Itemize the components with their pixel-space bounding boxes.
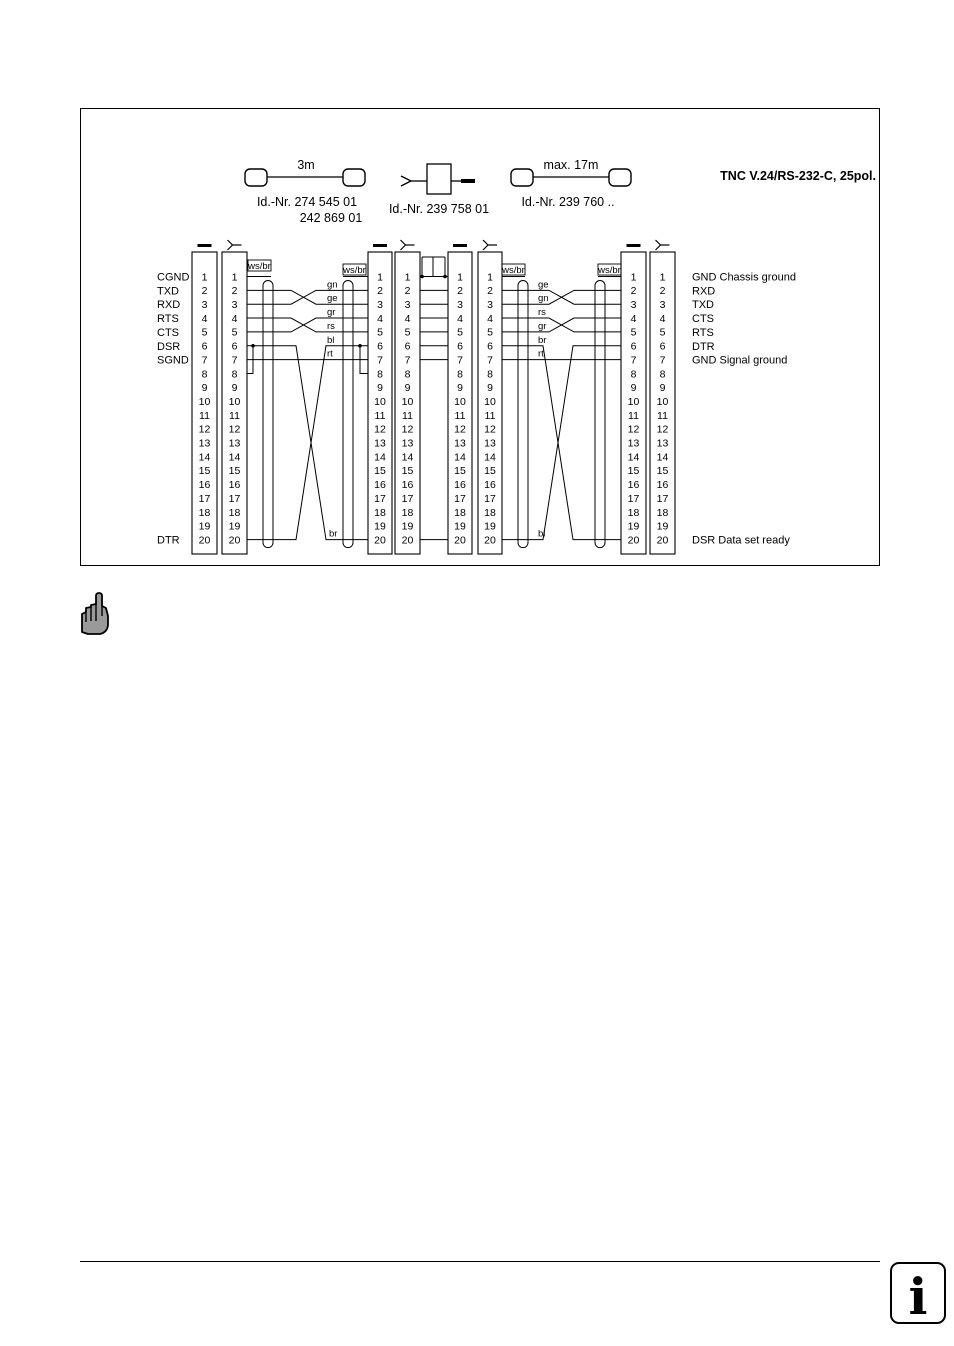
cable-1-wire-label: ge: [327, 293, 338, 305]
left-signal-label: DSR: [157, 340, 181, 353]
pin-number: 16: [228, 479, 241, 492]
cable-1-shield-left: [263, 281, 273, 548]
cable-3-wire-label: ge: [538, 279, 549, 291]
pin-number: 1: [659, 271, 666, 284]
pin-number: 7: [457, 354, 463, 367]
pin-number: 5: [659, 326, 666, 339]
cable-3-plug-left: [511, 169, 533, 186]
adapter-plug-symbol: [461, 179, 475, 183]
pin-number: 17: [656, 492, 669, 505]
pin-number: 3: [487, 299, 493, 311]
pin-number: 14: [656, 451, 669, 464]
pin-number: 1: [231, 271, 238, 284]
pin-number: 15: [198, 465, 211, 478]
pin-number: 2: [630, 285, 637, 298]
pin-number: 2: [659, 285, 666, 298]
pin-number: 6: [630, 340, 637, 353]
plug-symbol: [373, 244, 387, 247]
pin-number: 19: [454, 520, 466, 533]
pin-number: 11: [374, 409, 386, 422]
pin-number: 16: [198, 479, 211, 492]
pin-number: 4: [659, 312, 666, 325]
pin-number: 10: [627, 395, 640, 408]
plug-symbol: [198, 244, 212, 247]
pin-number: 15: [627, 465, 640, 478]
pin-number: 7: [630, 354, 637, 367]
socket-symbol: [483, 240, 488, 250]
pin-number: 18: [656, 506, 669, 519]
pin-number: 10: [454, 395, 466, 408]
pin-number: 2: [404, 285, 411, 298]
pin-number: 4: [201, 312, 208, 325]
pin-number: 15: [484, 465, 496, 478]
pin-number: 19: [401, 520, 414, 533]
pin-number: 11: [628, 409, 639, 422]
right-signal-label: TXD: [692, 299, 714, 312]
adapter-body: [427, 164, 451, 194]
pin-number: 5: [404, 326, 411, 339]
pin-number: 9: [231, 382, 238, 395]
pin-number: 7: [487, 354, 493, 367]
plug-symbol: [627, 244, 641, 247]
cable-1-id: Id.-Nr. 274 545 01: [256, 195, 358, 209]
cable-1-length: 3m: [297, 158, 315, 172]
left-signal-label: TXD: [157, 285, 179, 298]
pin-number: 5: [231, 326, 238, 339]
pin-number: 15: [454, 465, 466, 478]
cable-1-wire-label: br: [329, 528, 338, 540]
pin-number: 15: [228, 465, 241, 478]
pin-number: 1: [404, 271, 411, 284]
pin-number: 1: [457, 271, 463, 284]
cable-3-wire-label: gr: [538, 320, 547, 332]
pin-number: 9: [457, 382, 463, 395]
right-signal-label: RXD: [692, 285, 716, 298]
pin-number: 6: [487, 340, 493, 353]
pin-number: 15: [656, 465, 669, 478]
pin-number: 5: [630, 326, 637, 339]
pin-number: 11: [484, 409, 496, 422]
pin-number: 11: [199, 409, 210, 422]
pin-number: 15: [401, 465, 414, 478]
pin-number: 13: [627, 437, 640, 450]
cable-3-wire-label: br: [538, 334, 547, 346]
pin-number: 2: [487, 285, 493, 298]
pin-number: 16: [656, 479, 669, 492]
pin-number: 11: [657, 409, 668, 422]
pin-number: 14: [401, 451, 414, 464]
pin-number: 8: [457, 368, 463, 381]
pin-number: 7: [404, 354, 411, 367]
cable-3-wire-label: gn: [538, 293, 549, 305]
pin-number: 9: [630, 382, 637, 395]
pin-number: 11: [402, 409, 413, 422]
pin-number: 3: [457, 299, 463, 311]
cable-1-wire-rs: [247, 318, 368, 332]
footer-rule: [80, 1261, 880, 1262]
pin-number: 9: [404, 382, 411, 395]
pin-number: 11: [229, 409, 240, 422]
cable-3-shield-left: [518, 281, 528, 548]
adapter-socket-symbol: [401, 176, 411, 186]
pin-number: 17: [484, 492, 496, 505]
left-signal-label: CGND: [157, 271, 190, 284]
info-glyph: i: [908, 1267, 928, 1322]
pin-number: 11: [454, 409, 466, 422]
pin-number: 5: [201, 326, 208, 339]
pin-number: 14: [228, 451, 241, 464]
pin-number: 3: [201, 299, 208, 311]
pin-number: 10: [374, 395, 386, 408]
cable-1-wire-label: bl: [327, 334, 335, 346]
right-signal-label: CTS: [692, 313, 714, 326]
pin-number: 13: [374, 437, 386, 450]
shield-label: ws/br: [248, 261, 271, 272]
pin-number: 20: [198, 534, 211, 547]
cable-1-wire-label: rt: [327, 348, 333, 360]
cable-3-wire-label: bl: [538, 528, 546, 540]
socket-symbol: [401, 240, 406, 250]
pin-number: 3: [377, 299, 383, 311]
cable-1-wire-gn: [247, 290, 368, 304]
pin-number: 10: [228, 395, 241, 408]
cable-3-length: max. 17m: [543, 158, 599, 172]
cable-1-plug-right: [343, 169, 365, 186]
pin-number: 20: [401, 534, 414, 547]
cable-3-wire-br: [502, 346, 621, 540]
cable-3-wire-gn: [502, 290, 621, 304]
cable-1-wire-br: [247, 346, 368, 540]
info-icon: [892, 1264, 944, 1322]
pin-number: 4: [630, 312, 637, 325]
pin-number: 14: [374, 451, 386, 464]
pin-number: 20: [228, 534, 241, 547]
pin-number: 7: [201, 354, 208, 367]
pin-number: 7: [231, 354, 238, 367]
pin-number: 14: [198, 451, 211, 464]
left-signal-label: RXD: [157, 299, 181, 312]
left-signal-label: DTR: [157, 534, 180, 547]
pin-number: 12: [627, 423, 640, 436]
pin-number: 18: [401, 506, 414, 519]
pin-number: 8: [630, 368, 637, 381]
pin-number: 3: [404, 299, 411, 311]
pin-number: 6: [201, 340, 208, 353]
plug-symbol: [453, 244, 467, 247]
pin-number: 19: [484, 520, 496, 533]
pin-number: 2: [377, 285, 383, 298]
pin-number: 16: [484, 479, 496, 492]
pin-number: 2: [457, 285, 463, 298]
pin-number: 16: [374, 479, 386, 492]
pin-number: 17: [401, 492, 414, 505]
pin-number: 20: [374, 534, 386, 547]
pin-number: 5: [377, 326, 383, 339]
pin-number: 4: [231, 312, 238, 325]
adapter-id: Id.-Nr. 239 758 01: [388, 202, 490, 216]
right-signal-label: RTS: [692, 326, 714, 339]
pin-number: 14: [454, 451, 466, 464]
cable-1-wire-gr: [247, 318, 368, 332]
right-signal-label: DTR: [692, 340, 715, 353]
pin-number: 19: [198, 520, 211, 533]
pin-number: 3: [231, 299, 238, 311]
shield-label: ws/br: [343, 265, 366, 276]
pin-number: 20: [627, 534, 640, 547]
pin-number: 9: [377, 382, 383, 395]
pin-number: 10: [656, 395, 669, 408]
pin-number: 6: [404, 340, 411, 353]
pin-number: 4: [487, 312, 493, 325]
pin-number: 17: [228, 492, 241, 505]
pointing-hand-icon: [78, 592, 112, 636]
pin-number: 17: [374, 492, 386, 505]
cable-3-wire-gr: [502, 318, 621, 332]
pin-number: 4: [377, 312, 383, 325]
cable-1-wire-ge: [247, 290, 368, 304]
cable-1-wire-label: gr: [327, 307, 336, 319]
pin-number: 19: [374, 520, 386, 533]
cable-1-wire-label: rs: [327, 320, 335, 332]
pin-number: 17: [198, 492, 211, 505]
pin-number: 8: [659, 368, 666, 381]
cable-3-wire-bl: [502, 346, 621, 540]
pin-number: 13: [656, 437, 669, 450]
pin-number: 18: [374, 506, 386, 519]
pin-number: 6: [231, 340, 238, 353]
pin-number: 7: [659, 354, 666, 367]
cable-1-shield-right: [343, 281, 353, 548]
pin-number: 18: [228, 506, 241, 519]
pin-number: 1: [487, 271, 493, 284]
left-signal-label: SGND: [157, 354, 189, 367]
cable-3-shield-right: [595, 281, 605, 548]
pin-number: 9: [659, 382, 666, 395]
pin-number: 8: [404, 368, 411, 381]
pin-number: 3: [630, 299, 637, 311]
left-signal-label: RTS: [157, 313, 179, 326]
pin-number: 20: [656, 534, 669, 547]
pin-number: 8: [377, 368, 383, 381]
pin-number: 13: [228, 437, 241, 450]
pin-number: 13: [454, 437, 466, 450]
info-button[interactable]: [890, 1262, 946, 1324]
pin-number: 18: [454, 506, 466, 519]
pin-number: 12: [656, 423, 669, 436]
pin-number: 5: [487, 326, 493, 339]
cable-1-wire-label: gn: [327, 279, 338, 291]
figure-title: TNC V.24/RS-232-C, 25pol.: [720, 169, 876, 183]
wiring-diagram-figure: [80, 108, 880, 566]
left-signal-label: CTS: [157, 326, 179, 339]
pin-number: 6: [457, 340, 463, 353]
pin-number: 12: [228, 423, 241, 436]
pin-number: 18: [484, 506, 496, 519]
pin-number: 19: [627, 520, 640, 533]
pin-number: 19: [228, 520, 241, 533]
pin-number: 6: [659, 340, 666, 353]
cable-1-wire-bl: [247, 346, 368, 540]
pin-number: 7: [377, 354, 383, 367]
pin-number: 18: [198, 506, 211, 519]
pin-number: 2: [231, 285, 238, 298]
pin-number: 17: [454, 492, 466, 505]
cable-3-plug-right: [609, 169, 631, 186]
junction-dot: [251, 344, 255, 348]
pin-number: 19: [656, 520, 669, 533]
pin-number: 13: [401, 437, 414, 450]
shield-label: ws/br: [598, 265, 621, 276]
pin-number: 16: [454, 479, 466, 492]
pin-number: 12: [374, 423, 386, 436]
pin-number: 12: [401, 423, 414, 436]
right-signal-label: DSR Data set ready: [692, 534, 790, 547]
pin-number: 10: [401, 395, 414, 408]
pin-number: 16: [627, 479, 640, 492]
pin-number: 9: [487, 382, 493, 395]
pin-number: 10: [198, 395, 211, 408]
pin-number: 4: [457, 312, 463, 325]
pin-number: 17: [627, 492, 640, 505]
pin-number: 13: [484, 437, 496, 450]
pin-number: 9: [201, 382, 208, 395]
pin-number: 14: [627, 451, 640, 464]
cable-1-plug-left: [245, 169, 267, 186]
junction-dot: [358, 344, 362, 348]
shield-label: ws/br: [502, 265, 525, 276]
pin-number: 12: [484, 423, 496, 436]
pin-number: 2: [201, 285, 208, 298]
pin-number: 1: [201, 271, 208, 284]
pin-number: 12: [198, 423, 211, 436]
socket-symbol: [228, 240, 233, 250]
pin-number: 20: [454, 534, 466, 547]
pin-number: 1: [377, 271, 383, 284]
pin-number: 6: [377, 340, 383, 353]
pin-number: 8: [487, 368, 493, 381]
right-signal-label: GND Signal ground: [692, 354, 788, 367]
pin-number: 8: [201, 368, 208, 381]
pin-number: 16: [401, 479, 414, 492]
socket-symbol: [656, 240, 661, 250]
pin-number: 20: [484, 534, 496, 547]
right-signal-label: GND Chassis ground: [692, 271, 796, 284]
pin-number: 12: [454, 423, 466, 436]
pin-number: 10: [484, 395, 496, 408]
cable-3-wire-label: rt: [538, 348, 544, 360]
pin-number: 4: [404, 312, 411, 325]
pin-number: 5: [457, 326, 463, 339]
pin-number: 8: [231, 368, 238, 381]
wiring-diagram: [81, 109, 879, 565]
cable-3-id: Id.-Nr. 239 760 ..: [521, 195, 615, 209]
pin-number: 14: [484, 451, 496, 464]
cable-1-id-2: 242 869 01: [299, 211, 363, 225]
pin-number: 15: [374, 465, 386, 478]
pin-number: 18: [627, 506, 640, 519]
pin-number: 13: [198, 437, 211, 450]
pin-number: 3: [659, 299, 666, 311]
pin-number: 1: [630, 271, 637, 284]
cable-3-wire-label: rs: [538, 307, 546, 319]
